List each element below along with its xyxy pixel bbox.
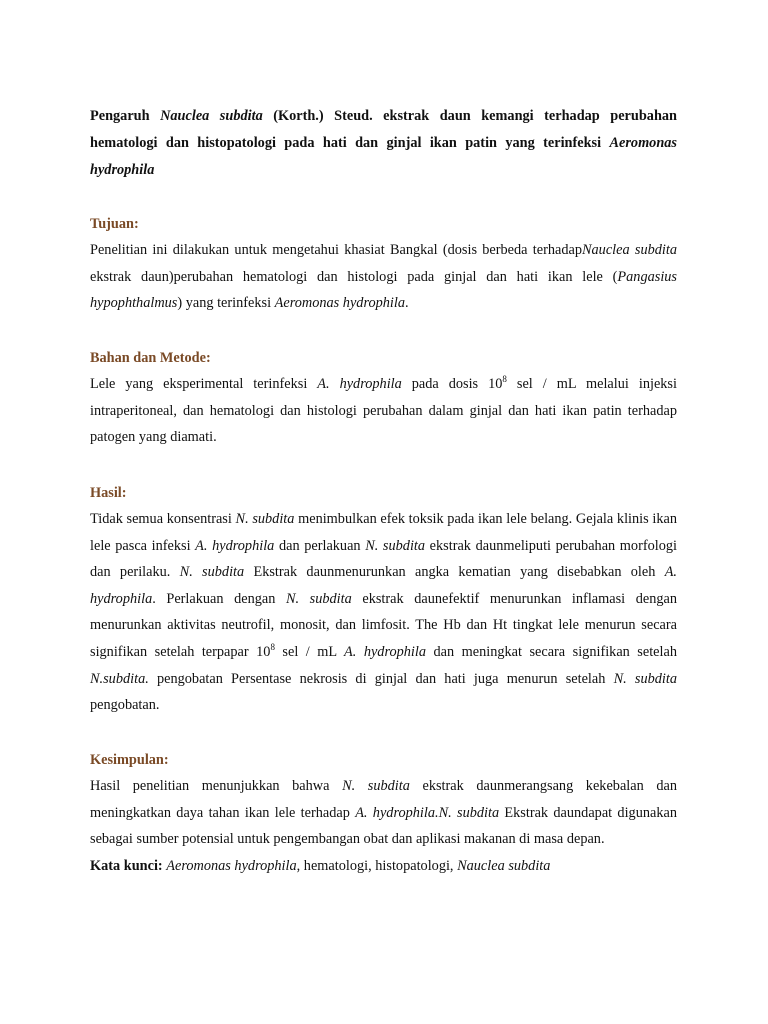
species-name: Aeromonas hydrophila [274, 295, 406, 312]
heading-kesimpulan: Kesimpulan: [90, 752, 169, 768]
species-name: A. hydrophila.N. subdita [355, 804, 500, 821]
heading-tujuan: Tujuan: [90, 216, 139, 232]
document-title [90, 103, 677, 184]
title-species: Nauclea subdita [160, 108, 263, 124]
species-name: N. subdita [179, 564, 245, 581]
text-run: dan perlakuan [274, 537, 366, 554]
species-name: N. subdita [285, 590, 352, 607]
title-pathogen: Aeromonas hydrophila [90, 135, 677, 178]
species-name: Pangasius hypophthalmus [90, 268, 677, 312]
text-run: Tidak semua konsentrasi [90, 511, 236, 527]
text-run: . [405, 295, 409, 312]
paragraph-kesimpulan [90, 773, 677, 853]
species-name: N.subdita. [90, 670, 149, 687]
species-name: N. subdita [235, 511, 295, 527]
heading-hasil: Hasil: [90, 485, 127, 501]
text-run: ekstrak daunmeliputi perubahan morfologi dan perilaku. [90, 537, 677, 581]
paragraph-hasil [90, 506, 677, 719]
text-run: Ekstrak daundapat digunakan sebagai sumber potensial untuk pengembangan obat dan aplikasi makanan di masa depan. [90, 804, 677, 848]
text-run: menimbulkan efek toksik pada ikan lele belang. Gejala klinis ikan lele pasca infeksi [90, 511, 677, 554]
species-name: A. hydrophila [195, 537, 275, 554]
text-run: ekstrak daun)perubahan hematologi dan histologi pada ginjal dan hati ikan lele ( [90, 268, 618, 285]
species-name: N. subdita [365, 537, 426, 554]
title-block [90, 103, 677, 184]
text-run: Ekstrak daunmenurunkan angka kematian yang disebabkan oleh [244, 564, 665, 581]
exponent: 8 [502, 374, 507, 384]
text-run: Lele yang eksperimental terinfeksi [90, 376, 318, 392]
species-name: N. subdita [342, 778, 410, 794]
species-name: A. hydrophila [344, 643, 427, 660]
text-run: sel / mL melalui injeksi intraperitoneal, dan hematologi dan histologi perubahan dalam ginjal dan hati ikan patin terhadap patogen yang diamati. [90, 376, 677, 446]
text-run: pengobatan Persentase nekrosis di ginjal dan hati juga menurun setelah [148, 670, 614, 687]
paragraph-bahan-metode [90, 371, 677, 451]
title-text: (Korth.) Steud. ekstrak daun kemangi terhadap perubahan hematologi dan histopatologi pada hati dan ginjal ikan patin yang terinfeksi [90, 108, 677, 151]
text-run: pengobatan. [90, 697, 160, 714]
exponent: 8 [270, 641, 275, 652]
species-name: N. subdita [613, 670, 677, 687]
section-tujuan [90, 211, 677, 317]
species-name: Nauclea subdita [581, 242, 677, 258]
text-run: . Perlakuan dengan [152, 590, 286, 607]
keywords-line [90, 853, 677, 880]
text-run: , hematologi, histopatologi, [296, 857, 458, 874]
text-run: ekstrak daunmerangsang kekebalan dan meningkatkan daya tahan ikan lele terhadap [90, 778, 677, 821]
paragraph-tujuan [90, 237, 677, 317]
keywords-label: Kata kunci: [90, 857, 163, 874]
text-run: Penelitian ini dilakukan untuk mengetahui khasiat Bangkal (dosis berbeda terhadap [90, 242, 582, 258]
species-name: A. hydrophila [90, 564, 677, 607]
text-run: Hasil penelitian menunjukkan bahwa [90, 778, 343, 794]
keyword-term: Nauclea subdita [457, 857, 551, 874]
text-run: ) yang terinfeksi [177, 295, 275, 312]
section-bahan-metode [90, 345, 677, 451]
species-name: A. hydrophila [317, 376, 402, 392]
title-text: Pengaruh [90, 108, 161, 124]
section-kesimpulan [90, 747, 677, 879]
keyword-term: Aeromonas hydrophila [166, 857, 297, 874]
section-hasil [90, 480, 677, 719]
text-run: dan meningkat secara signifikan setelah [426, 643, 677, 660]
heading-bahan-metode: Bahan dan Metode: [90, 350, 211, 366]
text-run: ekstrak daunefektif menurunkan inflamasi dengan menurunkan aktivitas neutrofil, monosit, dan limfosit. The Hb dan Ht tingkat lele menurun secara signifikan setelah terpapar 10 [90, 590, 678, 660]
text-run: pada dosis 10 [401, 376, 503, 392]
text-run: sel / mL [274, 643, 345, 660]
